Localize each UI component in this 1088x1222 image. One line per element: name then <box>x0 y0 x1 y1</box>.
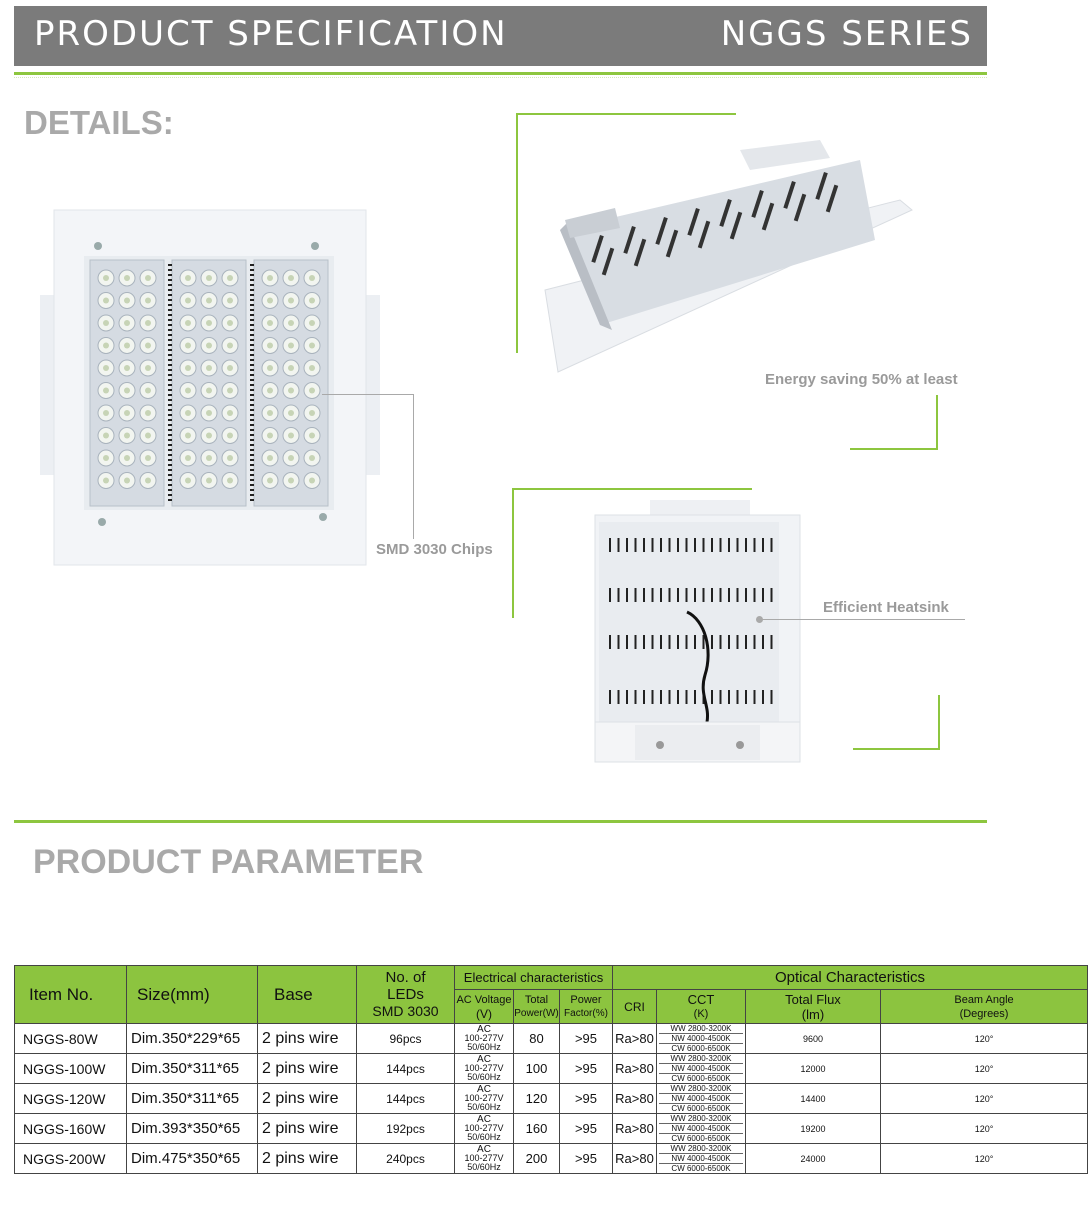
ac-line: 50/60Hz <box>467 1042 501 1052</box>
ac-line: 100-277V <box>464 1093 504 1103</box>
row-ac-cell <box>455 1054 514 1084</box>
row-leds-cell: 144pcs <box>357 1054 455 1084</box>
row-base-cell: 2 pins wire <box>258 1024 357 1054</box>
row-cct-cell <box>657 1084 746 1114</box>
series-title: NGGS SERIES <box>720 14 973 54</box>
flux-line1: Total Flux <box>785 991 841 1007</box>
beam-line2: (Degrees) <box>959 1007 1009 1020</box>
row-beam-cell: 120° <box>881 1084 1088 1114</box>
row-pf-cell: >95 <box>560 1144 613 1174</box>
ac-line: 100-277V <box>464 1063 504 1073</box>
cct-line: WW 2800-3200K <box>659 1054 743 1064</box>
table-row <box>15 1024 1088 1054</box>
row-pf-cell: >95 <box>560 1054 613 1084</box>
row-cri-cell: Ra>80 <box>613 1054 657 1084</box>
cct-line: CW 6000-6500K <box>671 1164 731 1173</box>
ac-line: 50/60Hz <box>467 1132 501 1142</box>
heatsink-pointer-dot <box>756 616 763 623</box>
row-cct-cell <box>657 1114 746 1144</box>
col-header-beam <box>881 990 1088 1024</box>
power-line1: Total <box>524 993 549 1006</box>
callout-line <box>853 748 940 750</box>
beam-line1: Beam Angle <box>954 993 1014 1006</box>
details-title: DETAILS: <box>24 104 174 141</box>
row-beam-cell: 120° <box>881 1054 1088 1084</box>
row-pf-cell: >95 <box>560 1114 613 1144</box>
row-item-cell: NGGS-100W <box>15 1054 127 1084</box>
chips-pointer-line <box>322 394 414 395</box>
header-green-rule <box>14 72 987 75</box>
row-size-cell: Dim.350*311*65 <box>127 1054 258 1084</box>
table-row <box>15 1114 1088 1144</box>
row-size-cell: Dim.393*350*65 <box>127 1114 258 1144</box>
parameter-title: PRODUCT PARAMETER <box>33 843 424 881</box>
product-side-image <box>540 140 920 375</box>
product-rear-image <box>595 500 805 765</box>
heatsink-callout: Efficient Heatsink <box>823 599 949 616</box>
col-header-pf <box>560 990 613 1024</box>
ac-line: 50/60Hz <box>467 1072 501 1082</box>
row-cri-cell: Ra>80 <box>613 1114 657 1144</box>
callout-line <box>516 113 518 353</box>
row-item-cell: NGGS-200W <box>15 1144 127 1174</box>
pf-line2: Factor(%) <box>564 1007 608 1019</box>
ac-line: AC <box>477 1054 491 1065</box>
chips-pointer-line <box>413 394 414 539</box>
callout-line <box>512 488 752 490</box>
cct-line: CW 6000-6500K <box>671 1134 731 1143</box>
ac-voltage-line1: AC Voltage <box>456 993 512 1006</box>
ac-line: AC <box>477 1024 491 1035</box>
row-power-cell: 100 <box>514 1054 560 1084</box>
cct-line1: CCT <box>687 991 715 1007</box>
section-green-rule <box>14 820 987 823</box>
row-cct-cell <box>657 1024 746 1054</box>
cct-line: WW 2800-3200K <box>659 1144 743 1154</box>
flux-line2: (lm) <box>801 1006 825 1022</box>
row-beam-cell: 120° <box>881 1114 1088 1144</box>
power-line2: Power(W) <box>514 1007 559 1019</box>
col-header-cct <box>657 990 746 1024</box>
row-power-cell: 80 <box>514 1024 560 1054</box>
callout-line <box>850 448 938 450</box>
parameter-table <box>14 965 1088 1174</box>
row-leds-cell: 240pcs <box>357 1144 455 1174</box>
table-row <box>15 1144 1088 1174</box>
row-ac-cell <box>455 1114 514 1144</box>
ac-line: AC <box>477 1114 491 1125</box>
col-header-power <box>514 990 560 1024</box>
row-cri-cell: Ra>80 <box>613 1024 657 1054</box>
row-cri-cell: Ra>80 <box>613 1084 657 1114</box>
ac-line: 100-277V <box>464 1033 504 1043</box>
header-title: PRODUCT SPECIFICATION <box>34 14 508 54</box>
row-ac-cell <box>455 1084 514 1114</box>
col-group-electrical: Electrical characteristics <box>455 966 613 990</box>
row-size-cell: Dim.350*229*65 <box>127 1024 258 1054</box>
row-cct-cell <box>657 1054 746 1084</box>
cct-line: WW 2800-3200K <box>659 1024 743 1034</box>
row-leds-cell: 144pcs <box>357 1084 455 1114</box>
row-item-cell: NGGS-120W <box>15 1084 127 1114</box>
row-flux-cell: 24000 <box>746 1144 881 1174</box>
ac-line: 50/60Hz <box>467 1162 501 1172</box>
row-leds-cell: 96pcs <box>357 1024 455 1054</box>
row-base-cell: 2 pins wire <box>258 1084 357 1114</box>
ac-line: AC <box>477 1084 491 1095</box>
row-ac-cell <box>455 1144 514 1174</box>
row-size-cell: Dim.350*311*65 <box>127 1084 258 1114</box>
row-base-cell: 2 pins wire <box>258 1054 357 1084</box>
row-base-cell: 2 pins wire <box>258 1144 357 1174</box>
row-cri-cell: Ra>80 <box>613 1144 657 1174</box>
ac-line: AC <box>477 1144 491 1155</box>
ac-line: 100-277V <box>464 1123 504 1133</box>
row-ac-cell <box>455 1024 514 1054</box>
row-flux-cell: 14400 <box>746 1084 881 1114</box>
cct-line: NW 4000-4500K <box>659 1064 743 1074</box>
col-header-base: Base <box>258 966 357 1024</box>
col-header-size: Size(mm) <box>127 966 258 1024</box>
row-beam-cell: 120° <box>881 1024 1088 1054</box>
col-header-item: Item No. <box>15 966 127 1024</box>
col-header-cri: CRI <box>613 990 657 1024</box>
row-flux-cell: 9600 <box>746 1024 881 1054</box>
row-beam-cell: 120° <box>881 1144 1088 1174</box>
row-pf-cell: >95 <box>560 1084 613 1114</box>
callout-line <box>938 695 940 750</box>
leds-header-line2: LEDs <box>387 986 424 1003</box>
cct-line: CW 6000-6500K <box>671 1074 731 1083</box>
pf-line1: Power <box>570 993 602 1006</box>
row-power-cell: 120 <box>514 1084 560 1114</box>
table-row <box>15 1054 1088 1084</box>
row-pf-cell: >95 <box>560 1024 613 1054</box>
table-row <box>15 1084 1088 1114</box>
ac-voltage-line2: (V) <box>476 1006 492 1021</box>
callout-line <box>936 395 938 450</box>
row-cct-cell <box>657 1144 746 1174</box>
leds-header-line1: No. of <box>385 969 426 986</box>
row-flux-cell: 19200 <box>746 1114 881 1144</box>
heatsink-pointer-line <box>760 619 965 620</box>
header-dotted-rule <box>14 77 987 78</box>
cct-line: CW 6000-6500K <box>671 1104 731 1113</box>
cct-line: NW 4000-4500K <box>659 1154 743 1164</box>
energy-callout: Energy saving 50% at least <box>765 371 958 388</box>
cct-line: CW 6000-6500K <box>671 1044 731 1053</box>
row-size-cell: Dim.475*350*65 <box>127 1144 258 1174</box>
row-power-cell: 200 <box>514 1144 560 1174</box>
row-base-cell: 2 pins wire <box>258 1114 357 1144</box>
header-bar <box>14 6 987 66</box>
row-leds-cell: 192pcs <box>357 1114 455 1144</box>
row-flux-cell: 12000 <box>746 1054 881 1084</box>
row-power-cell: 160 <box>514 1114 560 1144</box>
col-header-flux <box>746 990 881 1024</box>
cct-line: NW 4000-4500K <box>659 1034 743 1044</box>
row-item-cell: NGGS-160W <box>15 1114 127 1144</box>
col-group-optical: Optical Characteristics <box>613 966 1088 990</box>
row-item-cell: NGGS-80W <box>15 1024 127 1054</box>
cct-line: NW 4000-4500K <box>659 1124 743 1134</box>
cct-line: NW 4000-4500K <box>659 1094 743 1104</box>
cct-line2: (K) <box>693 1007 709 1020</box>
col-header-leds <box>357 966 455 1024</box>
cct-line: WW 2800-3200K <box>659 1084 743 1094</box>
cct-line: WW 2800-3200K <box>659 1114 743 1124</box>
leds-header-line3: SMD 3030 <box>372 1003 439 1019</box>
callout-line <box>512 488 514 618</box>
callout-line <box>516 113 736 115</box>
product-front-image <box>40 210 380 565</box>
ac-line: 50/60Hz <box>467 1102 501 1112</box>
ac-line: 100-277V <box>464 1153 504 1163</box>
chips-callout: SMD 3030 Chips <box>376 541 493 558</box>
col-header-ac-voltage <box>455 990 514 1024</box>
